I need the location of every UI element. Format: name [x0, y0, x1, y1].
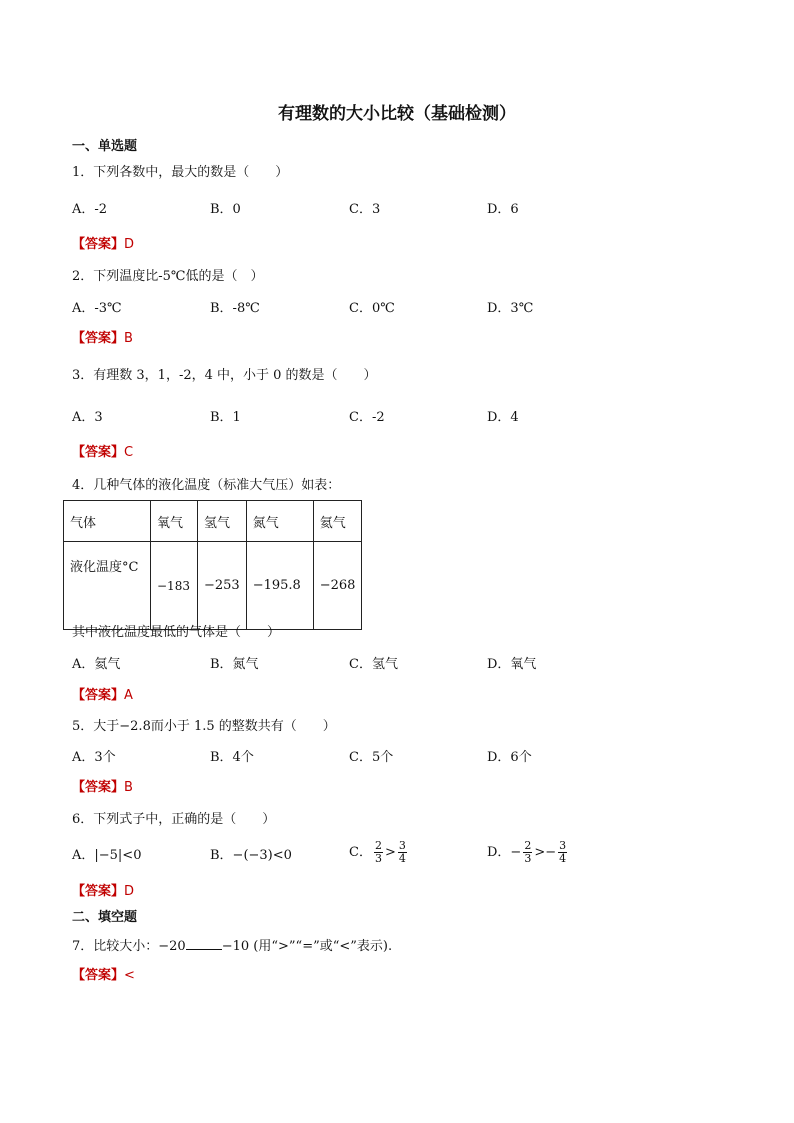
q2-option-a: A．-3℃	[72, 301, 122, 316]
q5-option-a: A．3个	[72, 750, 116, 765]
table-header-row	[64, 501, 362, 542]
q4-option-d: D．氧气	[487, 657, 537, 672]
section-single-choice: 一、单选题	[72, 139, 138, 154]
table-cell: 气体	[64, 501, 151, 542]
answer-blank	[186, 938, 222, 950]
table-cell: −195.8	[246, 542, 313, 630]
q4-answer: 【答案】A	[72, 688, 133, 703]
q4-option-a: A．氦气	[72, 657, 121, 672]
table-row-label: 液化温度°C	[64, 542, 151, 630]
question-2: 2．下列温度比-5℃低的是（ ）	[72, 269, 264, 284]
q2-option-c: C．0℃	[349, 301, 395, 316]
table-cell: −183	[151, 542, 198, 630]
q3-option-c: C．-2	[349, 410, 385, 425]
q5-option-b: B．4个	[210, 750, 254, 765]
q5-option-c: C．5个	[349, 750, 394, 765]
table-cell: −268	[313, 542, 362, 630]
q4-option-c: C．氢气	[349, 657, 398, 672]
q4-option-b: B．氮气	[210, 657, 259, 672]
question-6: 6．下列式子中，正确的是（ ）	[72, 812, 276, 827]
fraction: $\frac{3}{4}$	[559, 839, 567, 866]
question-5: 5．大于−2.8而小于 1.5 的整数共有（ ）	[72, 719, 336, 734]
q1-option-c: C．3	[349, 202, 381, 217]
q3-option-a: A．3	[72, 410, 103, 425]
table-cell: 氮气	[246, 501, 313, 542]
question-4: 4．几种气体的液化温度（标准大气压）如表：	[72, 478, 341, 493]
q1-option-a: A．-2	[72, 202, 108, 217]
table-cell: −253	[198, 542, 247, 630]
question-1: 1．下列各数中，最大的数是（ ）	[72, 165, 289, 180]
table-cell: 氢气	[198, 501, 247, 542]
q6-option-c: C． $\frac{2}{3}$ > $\frac{3}{4}$	[349, 839, 406, 866]
q3-option-b: B．1	[210, 410, 241, 425]
q3-answer: 【答案】C	[72, 445, 134, 460]
table-row	[64, 542, 362, 630]
fraction: $\frac{2}{3}$	[524, 839, 532, 866]
q5-option-d: D．6个	[487, 750, 532, 765]
table-cell: 氦气	[313, 501, 362, 542]
q2-answer: 【答案】B	[72, 331, 133, 346]
q1-option-d: D．6	[487, 202, 519, 217]
question-4-follow: 其中液化温度最低的气体是（ ）	[72, 625, 281, 640]
q1-answer: 【答案】D	[72, 237, 135, 252]
fraction: $\frac{3}{4}$	[398, 839, 406, 866]
q6-answer: 【答案】D	[72, 884, 135, 899]
page-title: 有理数的大小比较（基础检测）	[278, 104, 516, 124]
question-7: 7．比较大小：−20 −10 (用“>”“=”或“<”表示).	[72, 939, 393, 954]
q2-option-d: D．3℃	[487, 301, 534, 316]
q3-option-d: D．4	[487, 410, 519, 425]
fraction: $\frac{2}{3}$	[374, 839, 382, 866]
section-fill-in: 二、填空题	[72, 910, 138, 925]
gas-liquefaction-table	[63, 500, 362, 630]
q6-option-d: D．− $\frac{2}{3}$ >− $\frac{3}{4}$	[487, 839, 567, 866]
q1-option-b: B．0	[210, 202, 241, 217]
question-3: 3．有理数 3，1，-2，4 中，小于 0 的数是（ ）	[72, 368, 377, 383]
q6-option-b: B．−(−3)<0	[210, 848, 292, 863]
q6-option-a: A．|−5|<0	[72, 848, 142, 863]
q2-option-b: B．-8℃	[210, 301, 260, 316]
q7-answer: 【答案】<	[72, 968, 135, 983]
table-cell: 氧气	[151, 501, 198, 542]
q5-answer: 【答案】B	[72, 780, 133, 795]
